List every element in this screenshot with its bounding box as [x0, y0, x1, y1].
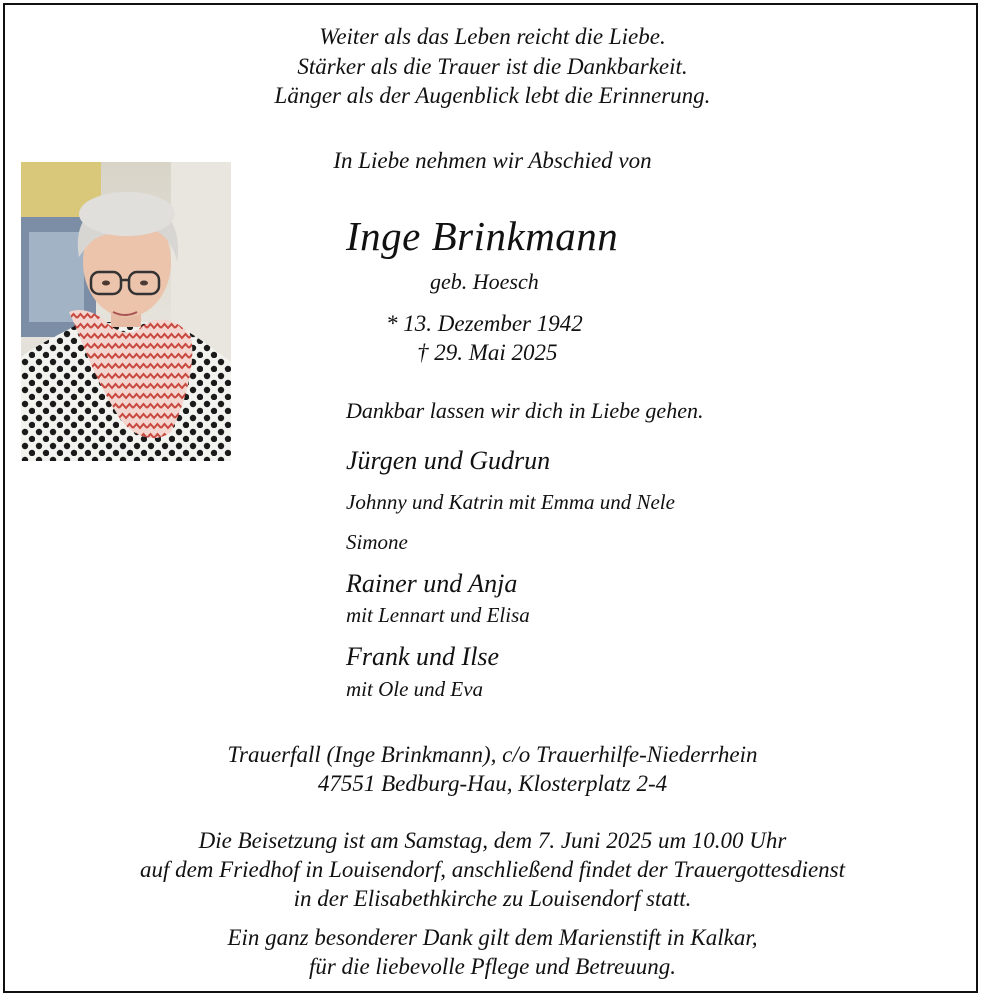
- family-name: Rainer und Anja: [346, 569, 518, 598]
- closing-thanks: [0, 923, 985, 981]
- death-date: † 29. Mai 2025: [417, 340, 558, 365]
- contact-address: [0, 740, 985, 798]
- motto-line: Länger als der Augenblick lebt die Erinnerung.: [274, 83, 711, 108]
- closing-line: für die liebevolle Pflege und Betreuung.: [308, 954, 677, 979]
- birth-name: geb. Hoesch: [430, 269, 539, 294]
- family-detail: mit Lennart und Elisa: [346, 603, 530, 627]
- funeral-line: Die Beisetzung ist am Samstag, dem 7. Juni 2025 um 10.00 Uhr: [198, 828, 787, 853]
- funeral-line: auf dem Friedhof in Louisendorf, anschließend findet der Trauergottesdienst: [139, 857, 846, 882]
- family-detail: mit Ole und Eva: [346, 677, 484, 701]
- portrait-photo: [21, 162, 231, 461]
- motto: [0, 22, 985, 111]
- funeral-line: in der Elisabethkirche zu Louisendorf statt.: [293, 886, 692, 911]
- family-name: Frank und Ilse: [346, 642, 500, 671]
- address-line: Trauerfall (Inge Brinkmann), c/o Trauerhilfe-Niederrhein: [227, 742, 758, 767]
- family-detail: Johnny und Katrin mit Emma und Nele: [346, 490, 675, 514]
- birth-date: * 13. Dezember 1942: [386, 311, 583, 336]
- family-name: Jürgen und Gudrun: [346, 446, 551, 475]
- motto-line: Stärker als die Trauer ist die Dankbarkeit.: [297, 53, 688, 79]
- funeral-info: [0, 826, 985, 913]
- family-detail: Simone: [346, 530, 408, 554]
- deceased-name: Inge Brinkmann: [346, 213, 619, 259]
- portrait-illustration: [21, 162, 231, 461]
- address-line: 47551 Bedburg-Hau, Klosterplatz 2-4: [317, 771, 668, 796]
- farewell-text: Dankbar lassen wir dich in Liebe gehen.: [346, 398, 704, 423]
- closing-line: Ein ganz besonderer Dank gilt dem Marienstift in Kalkar,: [227, 925, 758, 950]
- intro-text: In Liebe nehmen wir Abschied von: [333, 148, 652, 173]
- motto-line: Weiter als das Leben reicht die Liebe.: [319, 24, 666, 49]
